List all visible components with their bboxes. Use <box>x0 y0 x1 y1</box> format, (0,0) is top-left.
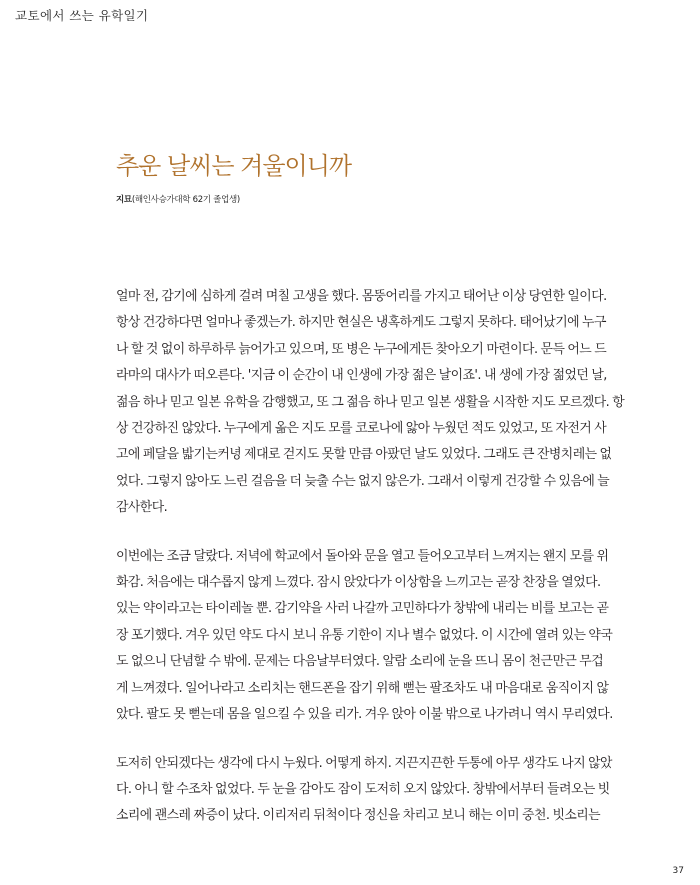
text-line: 다. 아니 할 수조차 없었다. 두 눈을 감아도 잠이 도저히 오지 않았다. 창밖에서부터 들려오는 빗 <box>116 781 610 797</box>
text-line: 장 포기했다. 겨우 있던 약도 다시 보니 유통 기한이 지나 별수 없었다. 이 시간에 열려 있는 약국 <box>116 627 613 643</box>
text-line: 나 할 것 없이 하루하루 늙어가고 있으며, 또 병은 누구에게든 찾아오기 마련이다. 문득 어느 드 <box>116 341 607 357</box>
text-line: 소리에 괜스레 짜증이 났다. 이리저리 뒤척이다 정신을 차리고 보니 해는 이미 중천. 빗소리는 <box>116 808 601 824</box>
text-line: 라마의 대사가 떠오른다. '지금 이 순간이 내 인생에 가장 젊은 날이죠'. 내 생에 가장 젊었던 날, <box>116 368 607 384</box>
text-line: 젊음 하나 믿고 일본 유학을 감행했고, 또 그 젊음 하나 믿고 일본 생활을 시작한 지도 모르겠다. 항 <box>116 394 625 410</box>
text-line: 고에 페달을 밟기는커녕 제대로 걷지도 못할 만큼 아팠던 날도 있었다. 그래도 큰 잔병치레는 없 <box>116 447 612 463</box>
text-line: 감사한다. <box>116 500 168 516</box>
paragraph-2 <box>116 544 669 729</box>
text-line: 도 없으니 단념할 수 밖에. 문제는 다음날부터였다. 알람 소리에 눈을 뜨니 몸이 천근만근 무겁 <box>116 654 604 670</box>
text-line: 았다. 팔도 못 뻗는데 몸을 일으킬 수 있을 리가. 겨우 앉아 이불 밖으로 나가려니 역시 무리였다. <box>116 707 613 723</box>
paragraph-1 <box>116 284 669 522</box>
page-number: 37 <box>672 866 684 876</box>
text-line: 항상 건강하다면 얼마나 좋겠는가. 하지만 현실은 냉혹하게도 그렇지 못하다. 태어났기에 누구 <box>116 315 606 331</box>
article-body <box>116 284 669 852</box>
text-line: 게 느껴졌다. 일어나라고 소리치는 핸드폰을 잡기 위해 뻗는 팔조차도 내 마음대로 움직이지 않 <box>116 680 609 696</box>
text-line: 상 건강하진 않았다. 누구에게 옮은 지도 모를 코로나에 앓아 누웠던 적도 있었고, 또 자전거 사 <box>116 421 607 437</box>
text-line: 있는 약이라고는 타이레놀 뿐. 감기약을 사러 나갈까 고민하다가 창밖에 내리는 비를 보고는 곧 <box>116 601 609 617</box>
text-line: 이번에는 조금 달랐다. 저녁에 학교에서 돌아와 문을 열고 들어오고부터 느껴지는 왠지 모를 위 <box>116 548 609 564</box>
text-line: 도저히 안되겠다는 생각에 다시 누웠다. 어떻게 하지. 지끈지끈한 두통에 아무 생각도 나지 않았 <box>116 755 612 771</box>
running-header: 교토에서 쓰는 유학일기 <box>15 8 149 23</box>
article-title: 추운 날씨는 겨울이니까 <box>116 152 352 180</box>
author-affiliation: (해인사승가대학 62기 졸업생) <box>131 195 240 205</box>
paragraph-3 <box>116 751 669 830</box>
byline <box>116 193 240 205</box>
text-line: 화감. 처음에는 대수롭지 않게 느꼈다. 잠시 앉았다가 이상함을 느끼고는 곧장 찬장을 열었다. <box>116 575 601 591</box>
text-line: 얼마 전, 감기에 심하게 걸려 며칠 고생을 했다. 몸뚱어리를 가지고 태어난 이상 당연한 일이다. <box>116 289 607 304</box>
author-name: 지묘 <box>116 195 132 205</box>
text-line: 었다. 그렇지 않아도 느린 걸음을 더 늦출 수는 없지 않은가. 그래서 이렇게 건강할 수 있음에 늘 <box>116 473 610 489</box>
